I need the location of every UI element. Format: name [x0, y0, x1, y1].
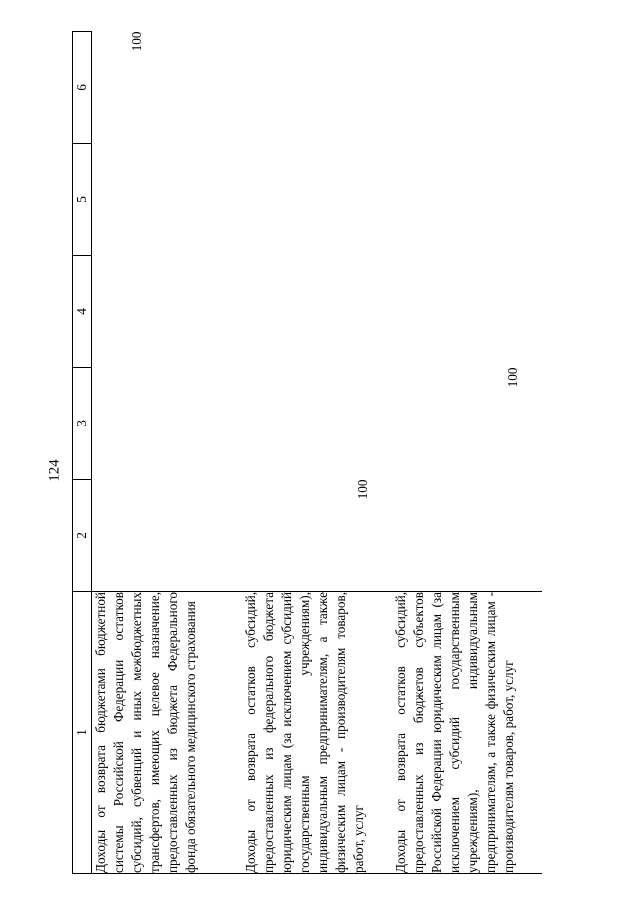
table-row [392, 32, 542, 874]
column-header: 3 [73, 368, 92, 480]
row-value [242, 32, 392, 144]
row-value [392, 144, 542, 256]
row-description: Доходы от возврата бюджетами бюджетной системы Российской Федерации остатков субсидий, субвенций и иных межбюджетных трансфертов, имеющих целевое назначение, предоставленных из бюджета Федерального фонда обязательного медицинского страхования [92, 592, 243, 874]
table-header-row [73, 32, 92, 874]
row-value [92, 480, 243, 592]
column-header: 1 [73, 592, 92, 874]
row-value [392, 32, 542, 144]
table-row [92, 32, 243, 874]
row-value: 100 [505, 367, 520, 388]
row-value: 100 [129, 31, 144, 52]
row-value [392, 480, 542, 592]
row-value [242, 256, 392, 368]
column-header: 4 [73, 256, 92, 368]
row-description: Доходы от возврата остатков субсидий, предоставленных из бюджетов субъектов Российской Федерации юридическим лицам (за исключением субсидий государственным учреждениям), индивидуальным предпринимателям, а также физическим лицам - производителям товаров, работ, услуг [392, 592, 542, 874]
row-value: 100 [355, 479, 370, 500]
row-value [242, 368, 392, 480]
column-header: 6 [73, 32, 92, 144]
page-number: 124 [46, 459, 63, 482]
row-value [392, 256, 542, 368]
rotated-table-container [72, 32, 632, 874]
row-value [92, 144, 243, 256]
table-row [242, 32, 392, 874]
column-header: 2 [73, 480, 92, 592]
row-value [242, 144, 392, 256]
row-value [92, 256, 243, 368]
row-value [92, 368, 243, 480]
column-header: 5 [73, 144, 92, 256]
revenue-table [72, 31, 542, 874]
row-description: Доходы от возврата остатков субсидий, предоставленных из федерального бюджета юридическим лицам (за исключением субсидий государственным учреждениям), индивидуальным предпринимателям, а также физическим лицам - производителям товаров, работ, услуг [242, 592, 392, 874]
